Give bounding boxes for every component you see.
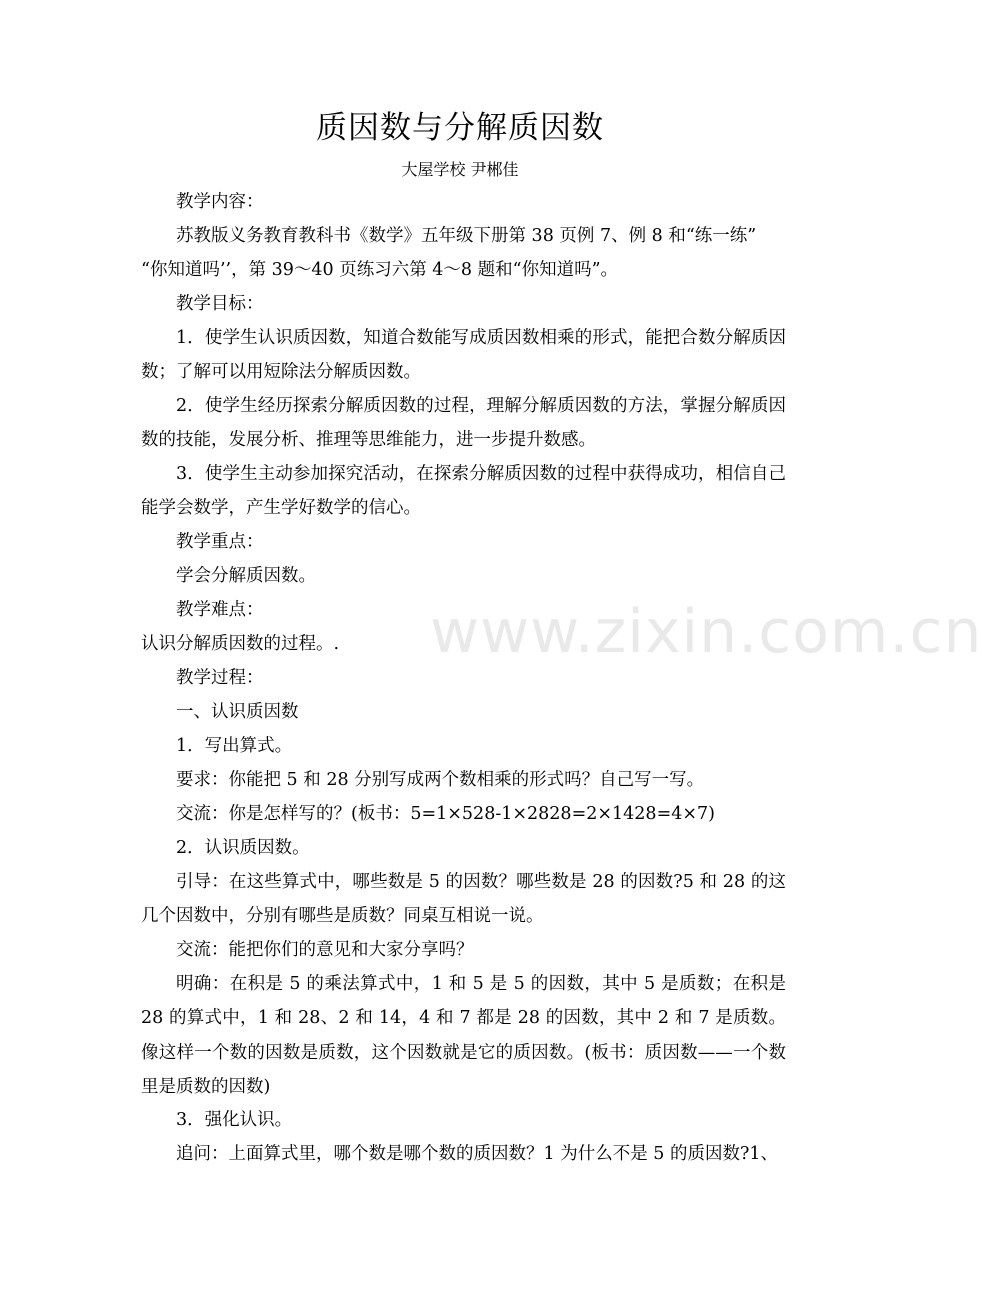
paragraph: 教学难点： bbox=[176, 600, 264, 620]
paragraph: 1．写出算式。 bbox=[176, 736, 293, 756]
paragraph: “你知道吗’’，第 39～40 页练习六第 4～8 题和“你知道吗”。 bbox=[141, 260, 619, 280]
paragraph: 明确：在积是 5 的乘法算式中，1 和 5 是 5 的因数，其中 5 是质数；在积是 28 的算式中，1 和 28、2 和 14，4 和 7 都是 28 的因数，其中 2 和 7 是质数。像这样一个数的因数是质数，这个因数就是它的质因数。(板书：质因数——一个数里是质数的因数) bbox=[141, 974, 786, 1098]
author-line: 大屋学校 尹郴佳 bbox=[401, 160, 519, 179]
paragraph: 要求：你能把 5 和 28 分别写成两个数相乘的形式吗？自己写一写。 bbox=[176, 770, 705, 790]
paragraph: 教学内容： bbox=[176, 192, 264, 212]
paragraph: 教学重点： bbox=[176, 532, 264, 552]
document-title: 质因数与分解质因数 bbox=[316, 110, 604, 146]
paragraph: 2．认识质因数。 bbox=[176, 838, 310, 858]
paragraph: 交流：你是怎样写的？(板书：5=1×528-1×2828=2×1428=4×7) bbox=[176, 804, 715, 824]
paragraph: 教学过程： bbox=[176, 668, 264, 688]
paragraph: 2．使学生经历探索分解质因数的过程，理解分解质因数的方法，掌握分解质因数的技能，发展分析、推理等思维能力，进一步提升数感。 bbox=[141, 396, 786, 451]
paragraph: 认识分解质因数的过程。. bbox=[141, 634, 340, 654]
paragraph: 3．强化认识。 bbox=[176, 1110, 293, 1130]
paragraph: 引导：在这些算式中，哪些数是 5 的因数？哪些数是 28 的因数?5 和 28 的这几个因数中，分别有哪些是质数？同桌互相说一说。 bbox=[141, 872, 786, 927]
paragraph: 追问：上面算式里，哪个数是哪个数的质因数？1 为什么不是 5 的质因数?1、 bbox=[176, 1144, 778, 1164]
paragraph: 苏教版义务教育教科书《数学》五年级下册第 38 页例 7、例 8 和“练一练” bbox=[176, 226, 757, 246]
paragraph: 一、认识质因数 bbox=[176, 702, 299, 722]
paragraph: 3．使学生主动参加探究活动，在探索分解质因数的过程中获得成功，相信自己能学会数学，产生学好数学的信心。 bbox=[141, 464, 786, 519]
paragraph: 1．使学生认识质因数，知道合数能写成质因数相乘的形式，能把合数分解质因数；了解可以用短除法分解质因数。 bbox=[141, 328, 786, 383]
watermark: www.zixin.com.cn bbox=[430, 597, 982, 667]
paragraph: 学会分解质因数。 bbox=[176, 566, 316, 586]
paragraph: 教学目标： bbox=[176, 294, 264, 314]
paragraph: 交流：能把你们的意见和大家分享吗？ bbox=[176, 940, 474, 960]
